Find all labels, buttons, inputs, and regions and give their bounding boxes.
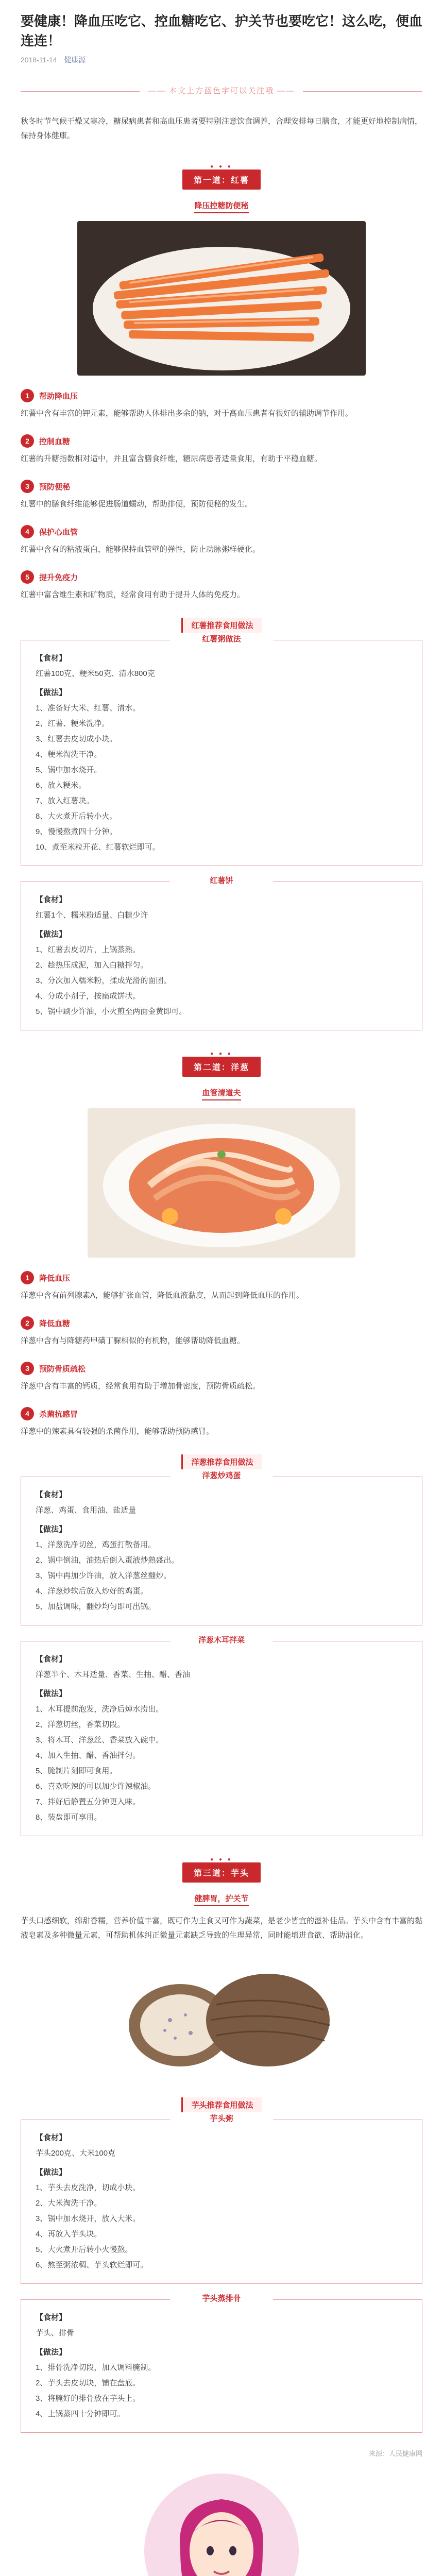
section-2-subtitle: 血管清道夫 xyxy=(21,1087,422,1098)
tip-number: 4 xyxy=(21,525,34,538)
carrot-sticks-photo xyxy=(77,221,366,376)
recipe-step: 10、煮至米粒开花、红薯软烂即可。 xyxy=(36,843,160,852)
tip-number: 3 xyxy=(21,1362,34,1375)
tip-item xyxy=(21,389,422,421)
section-3-label: 第三道：芋头 xyxy=(182,1862,261,1883)
recipe-step: 9、慢慢熬煮四十分钟。 xyxy=(36,827,117,836)
tip-number: 5 xyxy=(21,570,34,584)
recipe-step: 4、粳米淘洗干净。 xyxy=(36,750,102,759)
steps-label: 【做法】 xyxy=(36,930,67,939)
recipe-step: 3、锅中再加少许油，放入洋葱丝翻炒。 xyxy=(36,1571,172,1580)
recipe-title: 红薯饼 xyxy=(170,875,273,886)
follow-banner-text: —— 本文上方蓝色字可以关注哦 —— xyxy=(140,87,303,95)
recipe-step: 3、将木耳、洋葱丝、香菜放入碗中。 xyxy=(36,1736,164,1744)
tip-header xyxy=(21,1316,422,1330)
recipe-step: 3、分次加入糯米粉，揉成光滑的面团。 xyxy=(36,976,172,985)
recipe-step: 8、装盘即可享用。 xyxy=(36,1813,102,1822)
section-1-tips xyxy=(21,389,422,602)
recipe-box-sweet-potato-cake xyxy=(21,876,422,1030)
tip-item xyxy=(21,434,422,466)
tip-header xyxy=(21,525,422,538)
publish-date: 2018-11-14 xyxy=(21,56,57,64)
recipe-step: 5、加盐调味，翻炒均匀即可出锅。 xyxy=(36,1602,156,1611)
ingredients-text: 芋头200克、大米100克 xyxy=(36,2149,116,2158)
author-link[interactable]: 健康源 xyxy=(64,56,86,64)
recipe-step: 6、放入粳米。 xyxy=(36,781,87,790)
section-3-header: ● ● ● 第三道：芋头 xyxy=(170,1857,273,1883)
mascot-illustration xyxy=(144,2473,299,2576)
tip-text: 洋葱中的辣素具有较强的杀菌作用，能够帮助预防感冒。 xyxy=(21,1427,214,1436)
tip-number: 1 xyxy=(21,389,34,402)
recipe-box-taro-ribs xyxy=(21,2294,422,2433)
recipe-step: 2、大米淘洗干净。 xyxy=(36,2199,102,2208)
tip-item xyxy=(21,525,422,557)
recipe-step: 5、大火煮开后转小火慢熬。 xyxy=(36,2245,133,2254)
recipe-title: 红薯粥做法 xyxy=(170,633,273,644)
steps-label: 【做法】 xyxy=(36,2168,67,2177)
ingredients-text: 洋葱半个、木耳适量、香菜、生抽、醋、香油 xyxy=(36,1670,191,1679)
steps-label: 【做法】 xyxy=(36,1689,67,1698)
recipe-step: 2、红薯、粳米洗净。 xyxy=(36,719,110,728)
recipe-step: 1、排骨洗净切段，加入调料腌制。 xyxy=(36,2363,156,2372)
recipe-title: 洋葱木耳拌菜 xyxy=(170,1634,273,1645)
recipe-step: 2、洋葱切丝，香菜切段。 xyxy=(36,1720,125,1729)
section-1-subtitle: 降压控糖防便秘 xyxy=(21,200,422,211)
ingredients-label: 【食材】 xyxy=(36,1655,67,1664)
ingredients-label: 【食材】 xyxy=(36,2133,67,2142)
tip-title: 帮助降血压 xyxy=(39,392,78,401)
recipe-step: 1、红薯去皮切片，上锅蒸熟。 xyxy=(36,945,141,954)
tip-header xyxy=(21,480,422,493)
tip-title: 保护心血管 xyxy=(39,528,78,537)
recipe-step: 8、大火煮开后转小火。 xyxy=(36,812,117,821)
recipe-box-taro-porridge xyxy=(21,2114,422,2284)
recipe-title: 芋头粥 xyxy=(170,2113,273,2124)
tip-header xyxy=(21,389,422,402)
section-2-label: 第二道：洋葱 xyxy=(182,1057,261,1077)
section-2-tips xyxy=(21,1271,422,1439)
ingredients-label: 【食材】 xyxy=(36,895,67,904)
recipe-box-onion-egg xyxy=(21,1471,422,1625)
recipe-step: 3、锅中加水烧开，放入大米。 xyxy=(36,2214,141,2223)
recipe-step: 2、芋头去皮切块，铺在盘底。 xyxy=(36,2379,141,2387)
recipe-box-onion-salad xyxy=(21,1636,422,1836)
recipe-step: 2、趁热压成泥，加入白糖拌匀。 xyxy=(36,961,148,970)
ingredients-text: 芋头、排骨 xyxy=(36,2329,75,2337)
tip-title: 提升免疫力 xyxy=(39,573,78,582)
tip-item xyxy=(21,480,422,512)
recipe-step: 1、准备好大米、红薯、清水。 xyxy=(36,704,141,713)
recipe-step: 7、拌好后静置五分钟更入味。 xyxy=(36,1798,141,1806)
tip-title: 降低血糖 xyxy=(39,1319,71,1328)
tip-title: 杀菌抗感冒 xyxy=(39,1410,78,1419)
tip-number: 2 xyxy=(21,434,34,448)
tip-header xyxy=(21,1362,422,1375)
tip-number: 4 xyxy=(21,1407,34,1420)
recipe-box-sweet-potato-porridge xyxy=(21,635,422,866)
tip-text: 红薯中含有丰富的钾元素，能够帮助人体排出多余的钠，对于高血压患者有很好的辅助调节作用。 xyxy=(21,409,353,418)
section-2-header: ● ● ● 第二道：洋葱 xyxy=(170,1051,273,1077)
tip-number: 3 xyxy=(21,480,34,493)
ingredients-text: 洋葱、鸡蛋、食用油、盐适量 xyxy=(36,1506,137,1515)
recipe-step: 4、加入生抽、醋、香油拌匀。 xyxy=(36,1751,141,1760)
tip-item xyxy=(21,1271,422,1303)
steps-label: 【做法】 xyxy=(36,1525,67,1534)
recipe-step: 1、洋葱洗净切丝，鸡蛋打散备用。 xyxy=(36,1540,156,1549)
recipe-title: 芋头蒸排骨 xyxy=(170,2293,273,2303)
tip-item xyxy=(21,570,422,602)
article-title: 要健康！降血压吃它、控血糖吃它、护关节也要吃它！这么吃，便血连连！ xyxy=(21,13,423,48)
onion-dish-photo xyxy=(88,1108,355,1258)
follow-banner xyxy=(21,83,422,99)
tip-item xyxy=(21,1362,422,1394)
article-page xyxy=(0,0,443,65)
steps-label: 【做法】 xyxy=(36,2348,67,2357)
recipe-step: 4、上锅蒸四十分钟即可。 xyxy=(36,2410,125,2418)
tip-text: 红薯中富含维生素和矿物质，经常食用有助于提升人体的免疫力。 xyxy=(21,590,245,599)
tip-text: 红薯的升糖指数相对适中，并且富含膳食纤维，糖尿病患者适量食用，有助于平稳血糖。 xyxy=(21,454,322,463)
content xyxy=(0,114,443,2576)
recipe-step: 4、再放入芋头块。 xyxy=(36,2230,102,2239)
tip-title: 降低血压 xyxy=(39,1274,71,1283)
ingredients-text: 红薯100克、粳米50克、清水800克 xyxy=(36,669,155,678)
recipe-step: 3、将腌好的排骨放在芋头上。 xyxy=(36,2394,141,2403)
ingredients-label: 【食材】 xyxy=(36,1490,67,1499)
ingredients-label: 【食材】 xyxy=(36,654,67,663)
section-1-label: 第一道：红薯 xyxy=(182,170,261,190)
ingredients-text: 红薯1个、糯米粉适量、白糖少许 xyxy=(36,911,148,920)
mascot-avatar xyxy=(144,2473,299,2576)
section-3-subtitle: 健脾胃，护关节 xyxy=(21,1893,422,1904)
recipe-step: 6、熬至粥浓稠、芋头软烂即可。 xyxy=(36,2261,148,2269)
tip-title: 预防便秘 xyxy=(39,482,71,492)
source-note: 来源：人民健康网 xyxy=(368,2450,422,2458)
follow-qr-block xyxy=(21,2473,422,2576)
tip-text: 洋葱中含有与降糖药甲磺丁脲相似的有机物，能够帮助降低血糖。 xyxy=(21,1336,245,1345)
recipe-step: 4、分成小剂子，按扁成饼状。 xyxy=(36,992,141,1001)
section-3-intro: 芋头口感细软，绵甜香糯，营养价值丰富，既可作为主食又可作为蔬菜，是老少皆宜的滋补佳品。芋头中含有丰富的黏液皂素及多种微量元素，可帮助机体纠正微量元素缺乏导致的生理异常，同时能增进食欲、帮助消化。 xyxy=(21,1917,423,1940)
tip-header xyxy=(21,1407,422,1420)
tip-number: 2 xyxy=(21,1316,34,1330)
tip-header xyxy=(21,570,422,584)
tip-text: 洋葱中含有丰富的钙质，经常食用有助于增加骨密度，预防骨质疏松。 xyxy=(21,1382,261,1391)
recipe-step: 1、芋头去皮洗净，切成小块。 xyxy=(36,2183,141,2192)
tip-item xyxy=(21,1407,422,1439)
steps-label: 【做法】 xyxy=(36,688,67,697)
intro-paragraph: 秋冬时节气候干燥又寒冷，糖尿病患者和高血压患者要特别注意饮食调养，合理安排每日膳食，才能更好地控制病情，保持身体健康。 xyxy=(21,117,423,140)
recipe-step: 4、洋葱炒软后放入炒好的鸡蛋。 xyxy=(36,1587,148,1596)
tip-text: 红薯中的膳食纤维能够促进肠道蠕动，帮助排便，预防便秘的发生。 xyxy=(21,500,253,509)
section-1-recipe-tag: 红薯推荐食用做法 xyxy=(21,618,422,633)
ingredients-label: 【食材】 xyxy=(36,2313,67,2322)
recipe-step: 7、放入红薯块。 xyxy=(36,796,94,805)
tip-text: 红薯中含有的粘液蛋白，能够保持血管壁的弹性，防止动脉粥样硬化。 xyxy=(21,545,261,554)
recipe-step: 5、锅中刷少许油，小火煎至两面金黄即可。 xyxy=(36,1007,187,1016)
recipe-step: 3、红薯去皮切成小块。 xyxy=(36,735,117,743)
section-1-header: ● ● ● 第一道：红薯 xyxy=(170,164,273,190)
article-meta xyxy=(21,55,422,65)
recipe-step: 5、锅中加水烧开。 xyxy=(36,766,102,774)
tip-header xyxy=(21,434,422,448)
tip-header xyxy=(21,1271,422,1284)
tip-title: 控制血糖 xyxy=(39,437,71,446)
tip-item xyxy=(21,1316,422,1348)
section-3-recipe-tag: 芋头推荐食用做法 xyxy=(21,2097,422,2112)
section-2-recipe-tag: 洋葱推荐食用做法 xyxy=(21,1454,422,1469)
tip-number: 1 xyxy=(21,1271,34,1284)
recipe-step: 5、腌制片刻即可食用。 xyxy=(36,1767,117,1775)
tip-title: 预防骨质疏松 xyxy=(39,1364,86,1374)
recipe-step: 1、木耳提前泡发，洗净后焯水捞出。 xyxy=(36,1705,164,1714)
tip-text: 洋葱中含有前列腺素A，能够扩张血管，降低血液黏度，从而起到降低血压的作用。 xyxy=(21,1291,304,1300)
recipe-step: 2、锅中倒油，油热后倒入蛋液炒熟盛出。 xyxy=(36,1556,179,1565)
recipe-title: 洋葱炒鸡蛋 xyxy=(170,1470,273,1481)
taro-photo xyxy=(98,1948,345,2082)
recipe-step: 6、喜欢吃辣的可以加少许辣椒油。 xyxy=(36,1782,156,1791)
